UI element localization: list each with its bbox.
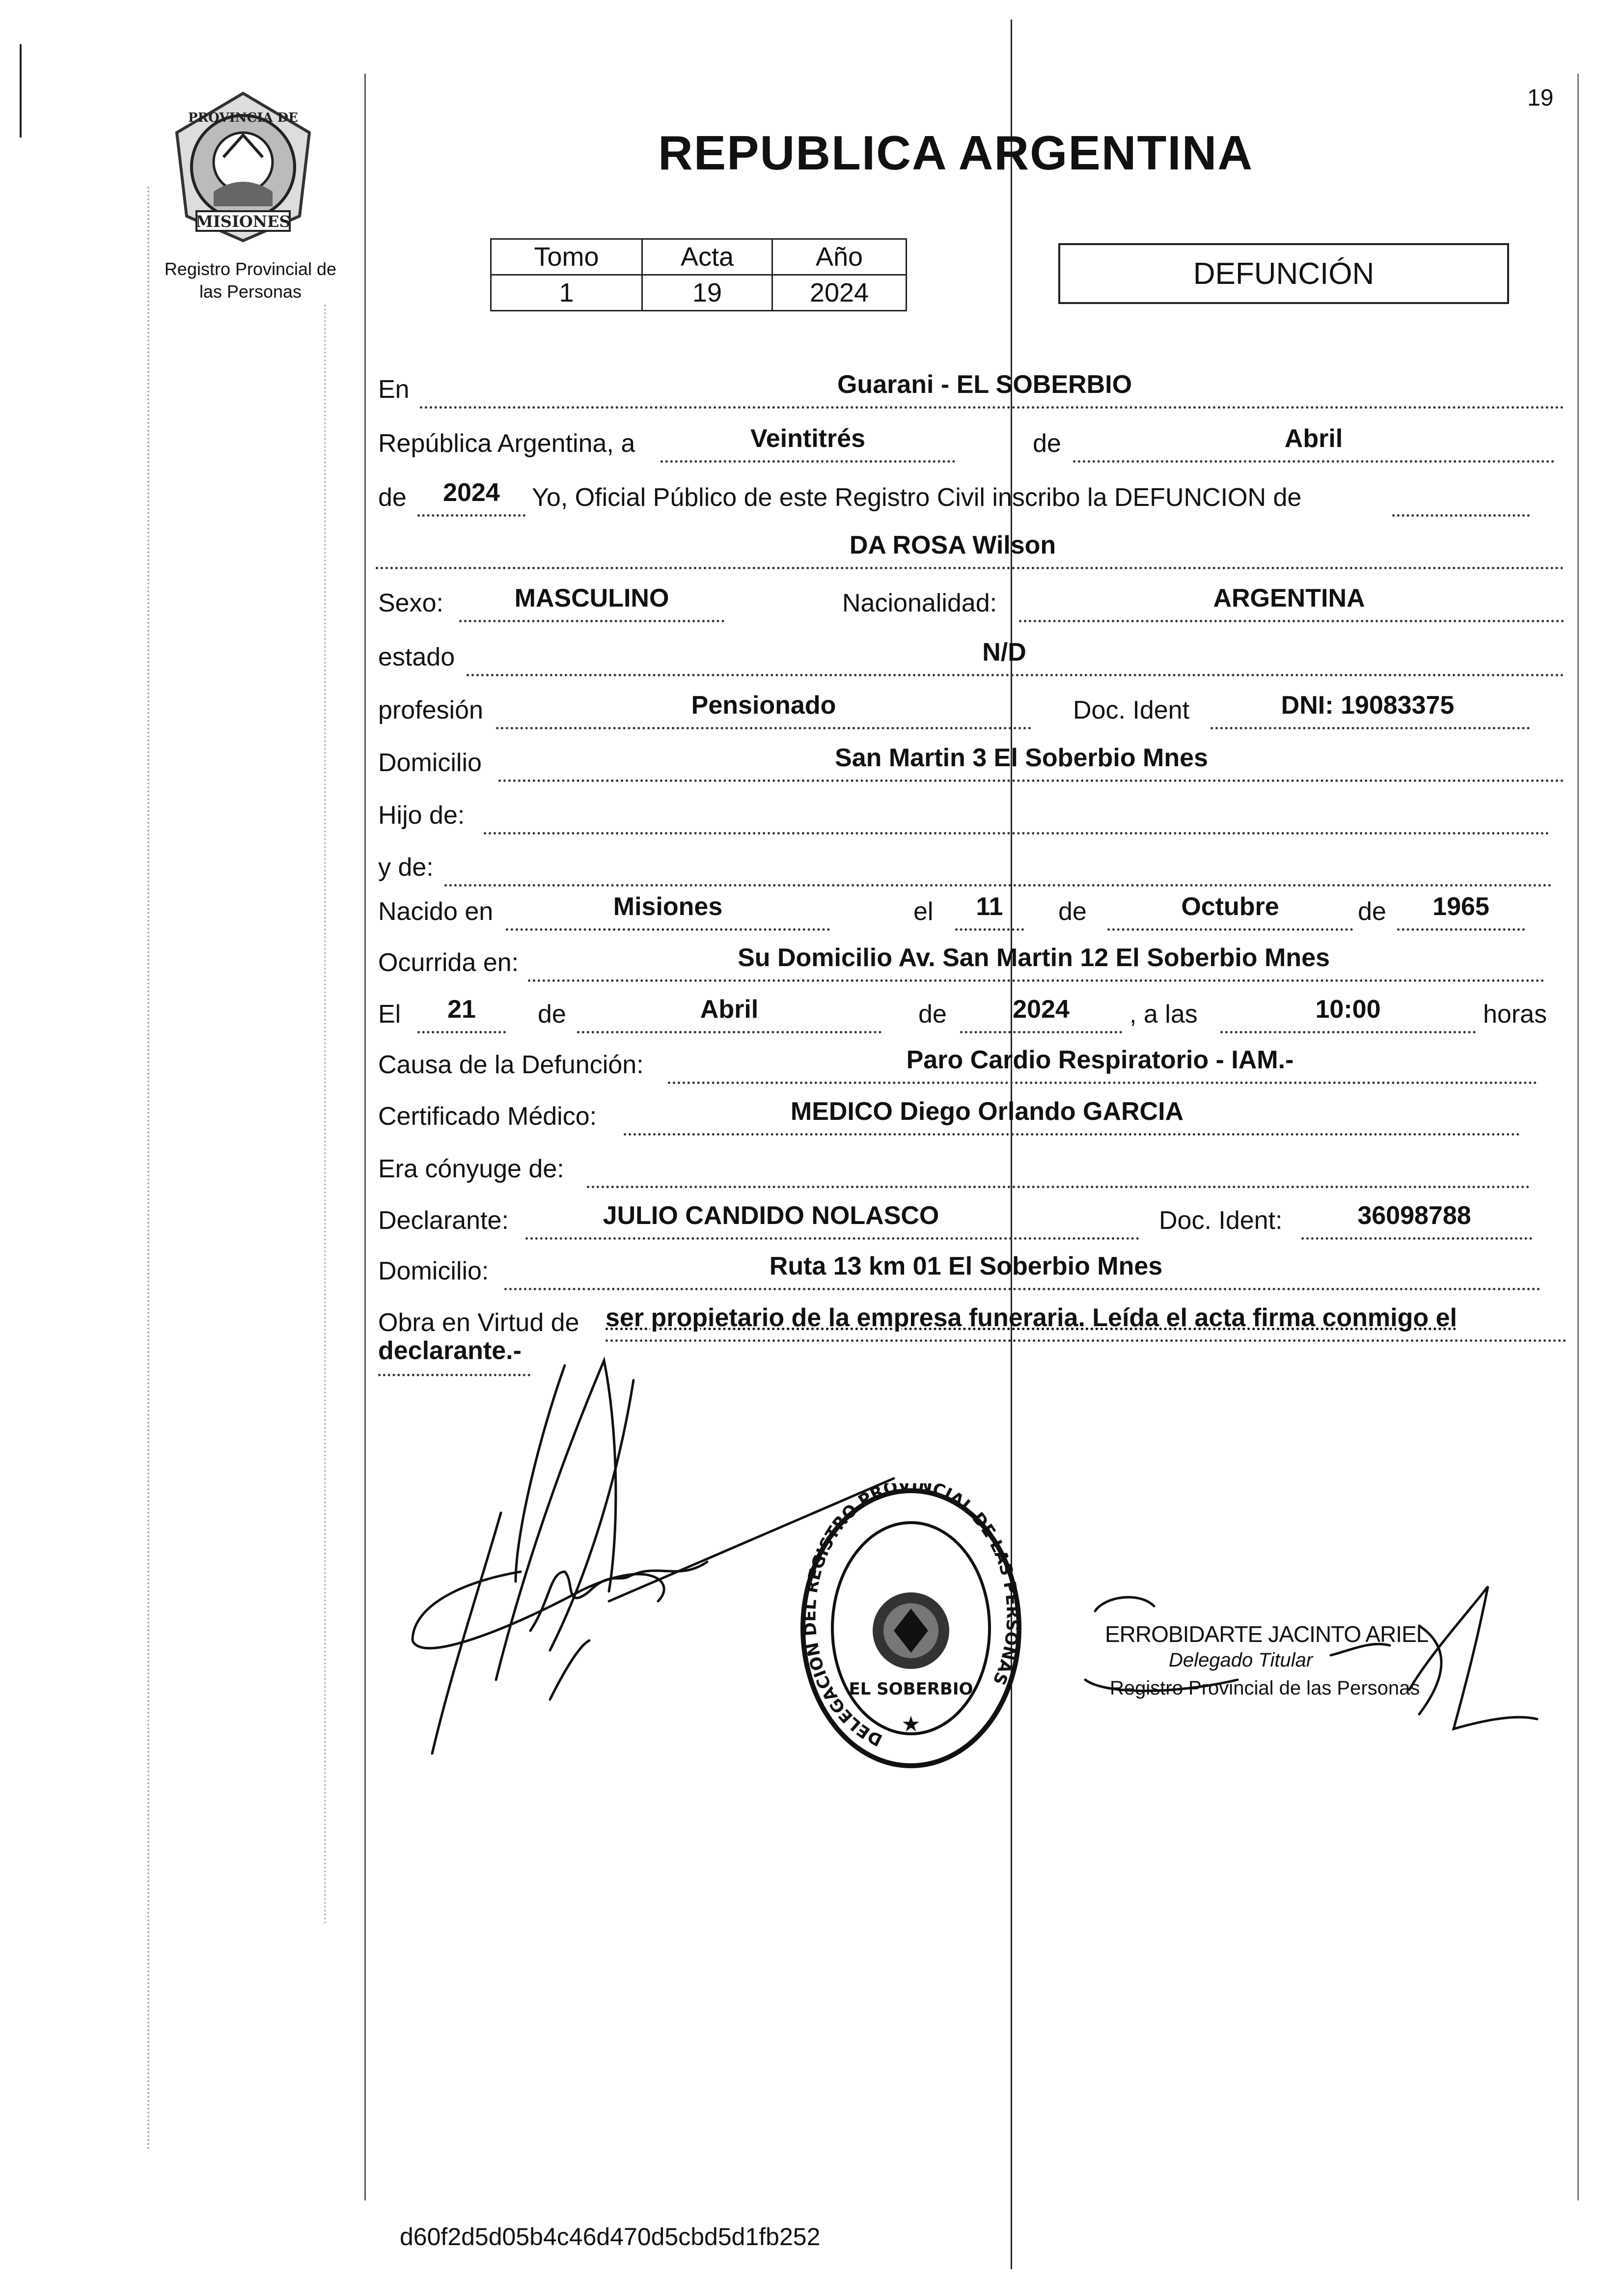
dotted-line [587, 1186, 1530, 1188]
registry-stamp [796, 1483, 1026, 1773]
dotted-line [1019, 620, 1564, 622]
label-de: de [1033, 429, 1061, 458]
dotted-line [668, 1082, 1537, 1084]
form-right-border [1577, 74, 1579, 2200]
stamp-center-text: EL SOBERBIO [849, 1679, 973, 1699]
value-domicilio2: Ruta 13 km 01 El Soberbio Mnes [769, 1252, 1163, 1280]
label-el2: El [378, 1000, 401, 1029]
dotted-line [467, 674, 1564, 676]
value-domicilio: San Martin 3 El Soberbio Mnes [835, 744, 1208, 772]
label-domicilio: Domicilio [378, 749, 482, 777]
label-el: el [913, 897, 934, 926]
star-icon: ★ [901, 1712, 921, 1736]
table-value-tomo: 1 [491, 275, 642, 311]
row-causa [376, 1041, 1569, 1092]
dotted-line [525, 1237, 1139, 1240]
row-en [376, 366, 1569, 417]
dotted-line [661, 460, 955, 463]
row-domicilio [376, 739, 1569, 790]
value-death-month: Abril [700, 995, 759, 1024]
dotted-line [417, 1031, 506, 1033]
row-ocurrida [376, 939, 1569, 990]
value-death-year: 2024 [1013, 995, 1070, 1024]
dotted-line [1301, 1237, 1532, 1240]
value-obra-line1: ser propietario de la empresa funeraria. Leída el acta firma conmigo el [606, 1304, 1457, 1332]
label-alas: , a las [1129, 1000, 1198, 1029]
record-type-box: DEFUNCIÓN [1058, 243, 1509, 304]
row-death-date [376, 991, 1569, 1042]
row-domicilio2 [376, 1248, 1569, 1299]
label-ocurrida: Ocurrida en: [378, 948, 519, 977]
label-de6: de [918, 1000, 947, 1029]
row-hijo [376, 792, 1569, 843]
value-ocurrida: Su Domicilio Av. San Martin 12 El Soberbio Mnes [738, 944, 1330, 972]
dotted-line [498, 779, 1564, 782]
margin-dots-2 [324, 305, 326, 1925]
value-death-day: 21 [447, 995, 476, 1024]
label-doc: Doc. Ident [1073, 696, 1190, 724]
row-nacido [376, 888, 1569, 939]
label-domicilio2: Domicilio: [378, 1257, 489, 1285]
margin-dots [147, 187, 149, 2151]
dotted-line [1220, 1031, 1476, 1033]
document-hash: d60f2d5d05b4c46d470d5cbd5d1fb252 [400, 2223, 821, 2251]
row-deceased-name [376, 527, 1569, 578]
label-en: En [378, 375, 410, 404]
label-yde: y de: [378, 853, 434, 882]
province-seal [167, 88, 319, 246]
table-header-ano: Año [772, 239, 907, 275]
label-nacionalidad: Nacionalidad: [842, 589, 997, 617]
value-birth-year: 1965 [1432, 892, 1489, 921]
value-estado: N/D [982, 638, 1026, 667]
dotted-line [960, 1031, 1122, 1033]
dotted-line [1211, 727, 1530, 729]
dotted-line [577, 1031, 881, 1033]
label-republica: República Argentina, a [378, 429, 635, 458]
dotted-line [444, 884, 1552, 887]
page-title: REPUBLICA ARGENTINA [658, 126, 1254, 180]
dotted-line [504, 1288, 1541, 1290]
dotted-line [459, 620, 724, 622]
label-obra: Obra en Virtud de [378, 1308, 579, 1337]
dotted-line [528, 979, 1544, 982]
value-causa: Paro Cardio Respiratorio - IAM.- [906, 1046, 1294, 1074]
value-nacido: Misiones [613, 892, 723, 921]
value-birth-day: 11 [976, 892, 1003, 921]
value-birth-month: Octubre [1181, 892, 1279, 921]
form-left-border [364, 74, 366, 2200]
value-cert: MEDICO Diego Orlando GARCIA [790, 1097, 1184, 1126]
label-declarante: Declarante: [378, 1206, 509, 1235]
value-death-time: 10:00 [1315, 995, 1381, 1024]
table-header-acta: Acta [642, 239, 772, 275]
row-date [376, 420, 1569, 471]
page-number: 19 [1527, 85, 1554, 111]
value-en: Guarani - EL SOBERBIO [837, 370, 1132, 399]
dotted-line [376, 567, 1564, 569]
value-month-text: Abril [1284, 424, 1343, 453]
dotted-line [420, 406, 1564, 409]
dotted-line [624, 1133, 1520, 1136]
seal-bottom-text: MISIONES [195, 212, 291, 231]
row-declarante [376, 1197, 1569, 1248]
row-profesion [376, 687, 1569, 738]
label-nacido: Nacido en [378, 897, 494, 926]
dotted-line [1107, 928, 1353, 931]
value-sexo: MASCULINO [514, 584, 669, 612]
official-role: Delegado Titular [1169, 1649, 1313, 1671]
row-estado [376, 634, 1569, 685]
value-nacionalidad: ARGENTINA [1213, 584, 1365, 612]
table-header-tomo: Tomo [491, 239, 642, 275]
dotted-line [506, 928, 830, 931]
label-de4: de [1358, 897, 1386, 926]
label-de3: de [1058, 897, 1087, 926]
dotted-line [1392, 514, 1530, 517]
left-scan-edge [20, 44, 22, 138]
label-sexo: Sexo: [378, 589, 443, 617]
value-day-text: Veintitrés [750, 424, 866, 453]
dotted-line [496, 727, 1031, 729]
label-estado: estado [378, 643, 455, 671]
official-org: Registro Provincial de las Personas [1110, 1677, 1420, 1699]
dotted-line [1073, 460, 1554, 463]
row-conyuge [376, 1145, 1569, 1196]
label-hijo: Hijo de: [378, 801, 465, 830]
label-de2: de [378, 483, 407, 512]
row-inscription [376, 474, 1569, 525]
official-name: ERROBIDARTE JACINTO ARIEL [1105, 1621, 1429, 1647]
value-declarante: JULIO CANDIDO NOLASCO [603, 1201, 939, 1230]
dotted-line [417, 514, 525, 517]
row-sexo [376, 580, 1569, 631]
label-conyuge: Era cónyuge de: [378, 1155, 564, 1183]
value-deceased-name: DA ROSA Wilson [849, 531, 1056, 559]
seal-top-text: PROVINCIA DE [188, 111, 298, 125]
table-value-ano: 2024 [772, 275, 907, 311]
label-cert: Certificado Médico: [378, 1102, 597, 1131]
record-table [490, 238, 907, 311]
value-doc2: 36098788 [1357, 1201, 1471, 1230]
label-causa: Causa de la Defunción: [378, 1051, 644, 1079]
value-year: 2024 [443, 478, 500, 507]
value-obra-line2: declarante.- [378, 1336, 522, 1365]
label-horas: horas [1483, 1000, 1547, 1029]
registry-label: Registro Provincial de las Personas [164, 259, 337, 302]
value-profesion: Pensionado [691, 691, 836, 720]
center-fold-line [1011, 20, 1012, 2269]
dotted-line [1397, 928, 1525, 931]
table-value-acta: 19 [642, 275, 772, 311]
row-certificado [376, 1093, 1569, 1144]
row-yde [376, 844, 1569, 895]
label-doc2: Doc. Ident: [1159, 1206, 1283, 1235]
dotted-line [955, 928, 1024, 931]
official-signature-block [1075, 1577, 1547, 1773]
dotted-line [484, 832, 1549, 834]
stamp-round-text: DELEGACION DEL REGISTRO PROVINCIAL DE LAS PERSONAS [800, 1483, 1022, 1750]
value-doc: DNI: 19083375 [1281, 691, 1455, 720]
inscription-text: Yo, Oficial Público de este Registro Civil inscribo la DEFUNCION de [532, 483, 1302, 512]
label-profesion: profesión [378, 696, 483, 724]
label-de5: de [538, 1000, 566, 1029]
